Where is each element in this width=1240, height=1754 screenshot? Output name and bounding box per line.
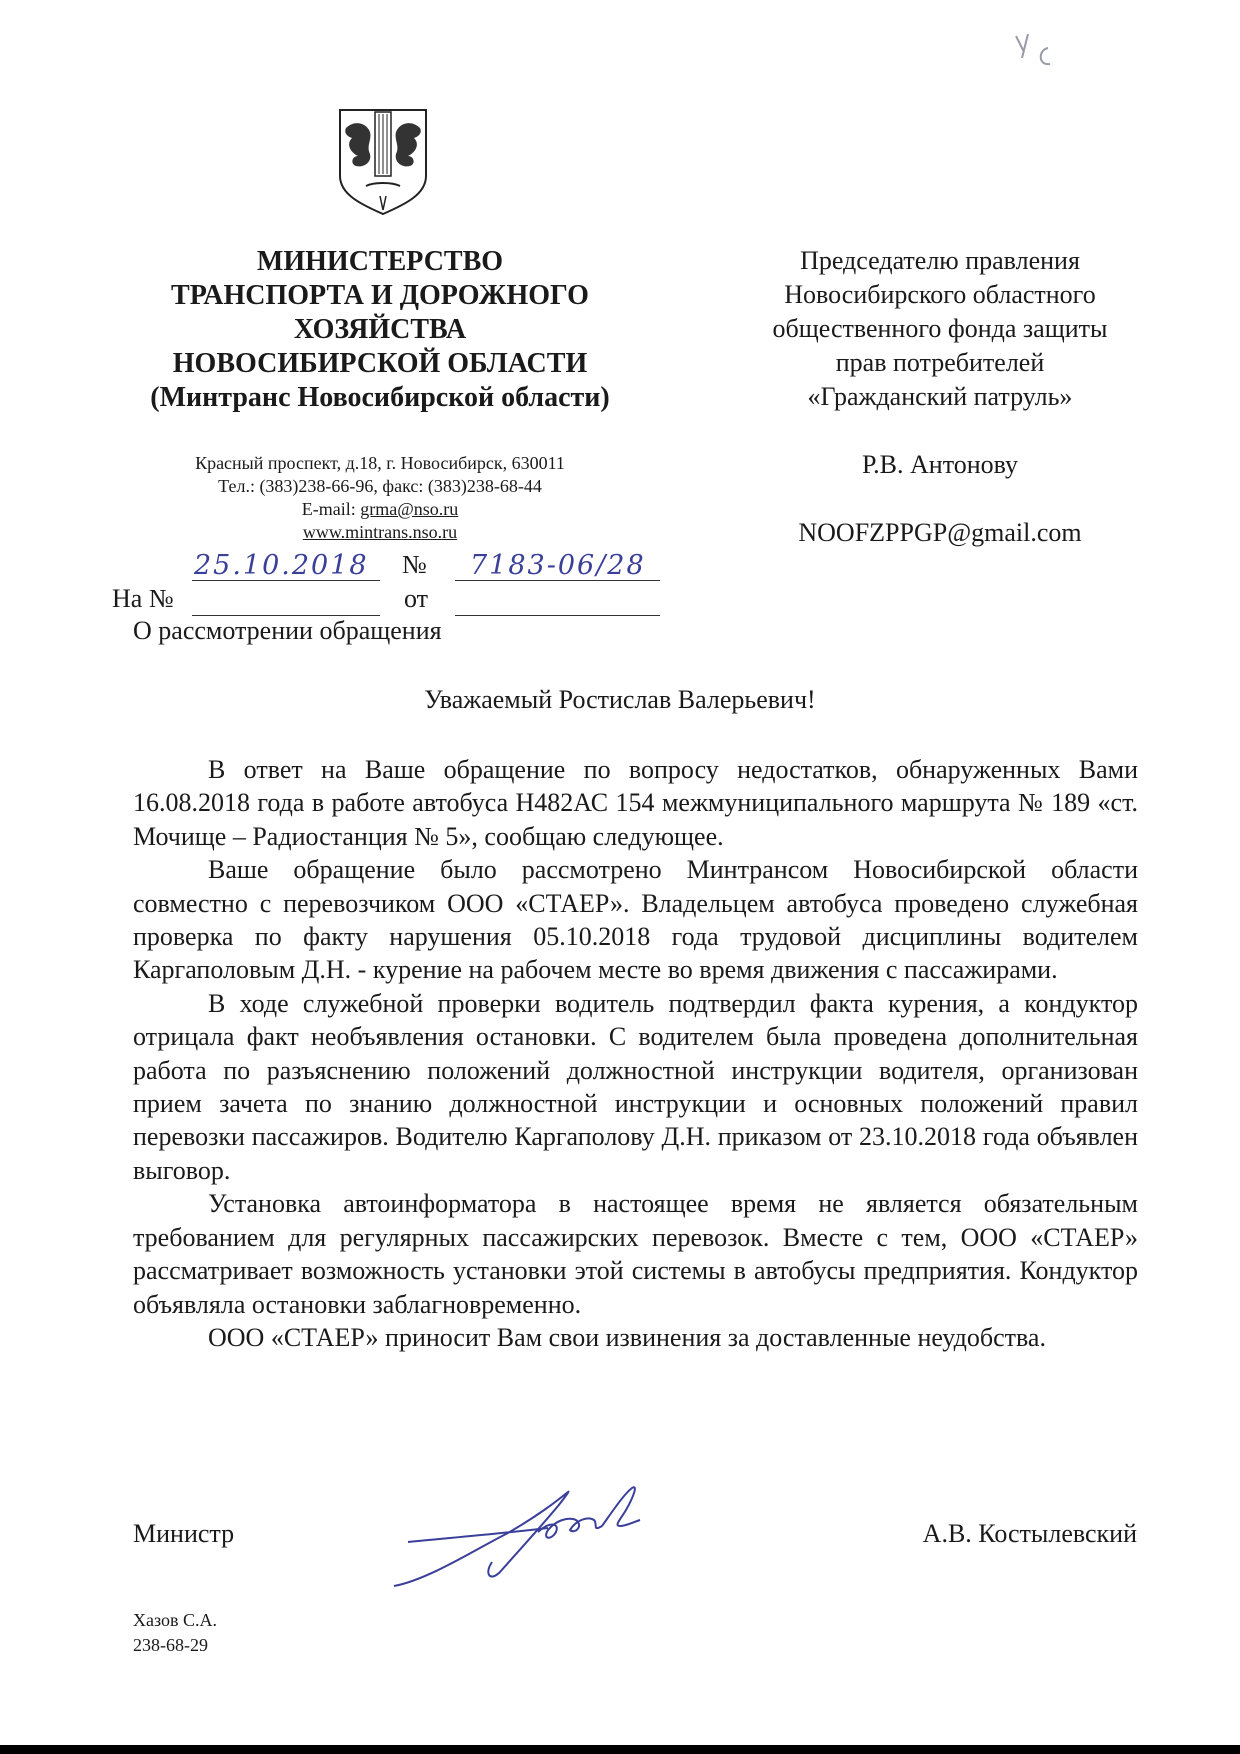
ministry-email-line <box>120 498 640 521</box>
ministry-line: ХОЗЯЙСТВА <box>293 314 467 345</box>
coat-of-arms-emblem <box>336 106 430 216</box>
website-link[interactable]: www.mintrans.nso.ru <box>302 522 458 542</box>
body-paragraph: ООО «СТАЕР» приносит Вам свои извинения за доставленные неудобства. <box>208 1322 1046 1352</box>
recipient-block <box>720 244 1160 550</box>
ministry-address: Красный проспект, д.18, г. Новосибирск, 630011 <box>195 453 565 473</box>
recipient-line: Новосибирского областного <box>784 280 1096 309</box>
recipient-email: NOOFZPPGP@gmail.com <box>798 518 1082 547</box>
email-label: E-mail: <box>301 499 361 519</box>
number-underline <box>455 580 660 581</box>
recipient-line: Председателю правления <box>800 246 1080 275</box>
ministry-line: ТРАНСПОРТА И ДОРОЖНОГО <box>171 280 589 311</box>
executor-info <box>133 1608 217 1658</box>
letter-greeting: Уважаемый Ростислав Валерьевич! <box>424 685 816 714</box>
email-link[interactable]: grma@nso.ru <box>360 499 459 519</box>
ministry-line: МИНИСТЕРСТВО <box>256 246 504 277</box>
executor-name: Хазов С.А. <box>133 1610 217 1630</box>
letter-subject: О рассмотрении обращения <box>133 616 442 645</box>
body-paragraph: Установка автоинформатора в настоящее время не является обязательным требованием для регулярных пассажирских перевозок. Вместе с тем, ООО «СТАЕР» рассматривает возможность установки этой системы в автобусы предприятия. Кондуктор объявляла остановки заблагновременно. <box>133 1189 1138 1319</box>
reference-date-field <box>455 615 660 616</box>
scan-bottom-edge <box>0 1745 1240 1754</box>
recipient-line: общественного фонда защиты <box>772 314 1108 343</box>
ministry-phones: Тел.: (383)238-66-96, факс: (383)238-68-44 <box>218 476 542 496</box>
handwritten-corner-mark <box>1008 28 1080 74</box>
body-paragraph: В ответ на Ваше обращение по вопросу недостатков, обнаруженных Вами 16.08.2018 года в работе автобуса Н482АС 154 межмуниципального маршрута № 189 «ст. Мочище – Радиостанция № 5», сообщаю следующее. <box>133 755 1138 851</box>
outgoing-number-handwritten: 7183-06/28 <box>470 550 646 581</box>
date-underline <box>192 580 380 581</box>
ministry-line: НОВОСИБИРСКОЙ ОБЛАСТИ <box>172 348 588 379</box>
ministry-short-name: (Минтранс Новосибирской области) <box>150 382 610 413</box>
body-paragraph: В ходе служебной проверки водитель подтвердил факта курения, а кондуктор отрицала факт необъявления остановки. С водителем была проведена дополнительная работа по разъяснению положений должностной инструкции водителя, организован прием зачета по знанию должностной инструкции и основных положений правил перевозки пассажиров. Водителю Каргаполову Д.Н. приказом от 23.10.2018 года объявлен выговор. <box>133 988 1138 1185</box>
signatory-title: Министр <box>133 1519 235 1548</box>
number-sign: № <box>402 550 427 579</box>
recipient-line: «Гражданский патруль» <box>807 382 1073 411</box>
ministry-title <box>120 245 640 415</box>
reference-date-label: от <box>404 584 429 613</box>
reference-number-label: На № <box>112 584 174 613</box>
recipient-line: прав потребителей <box>835 348 1045 377</box>
executor-phone: 238-68-29 <box>133 1635 208 1655</box>
recipient-name: Р.В. Антонову <box>861 450 1019 479</box>
outgoing-date-handwritten: 25.10.2018 <box>194 550 369 581</box>
signatory-name: А.В. Костылевский <box>922 1519 1137 1548</box>
handwritten-signature <box>388 1482 678 1592</box>
ministry-contacts <box>120 452 640 544</box>
body-paragraph: Ваше обращение было рассмотрено Минтрансом Новосибирской области совместно с перевозчиком ООО «СТАЕР». Владельцем автобуса проведено служебная проверка по факту нарушения 05.10.2018 года трудовой дисциплины водителем Каргаполовым Д.Н. - курение на рабочем месте во время движения с пассажирами. <box>133 855 1138 985</box>
letter-body <box>133 753 1138 1354</box>
